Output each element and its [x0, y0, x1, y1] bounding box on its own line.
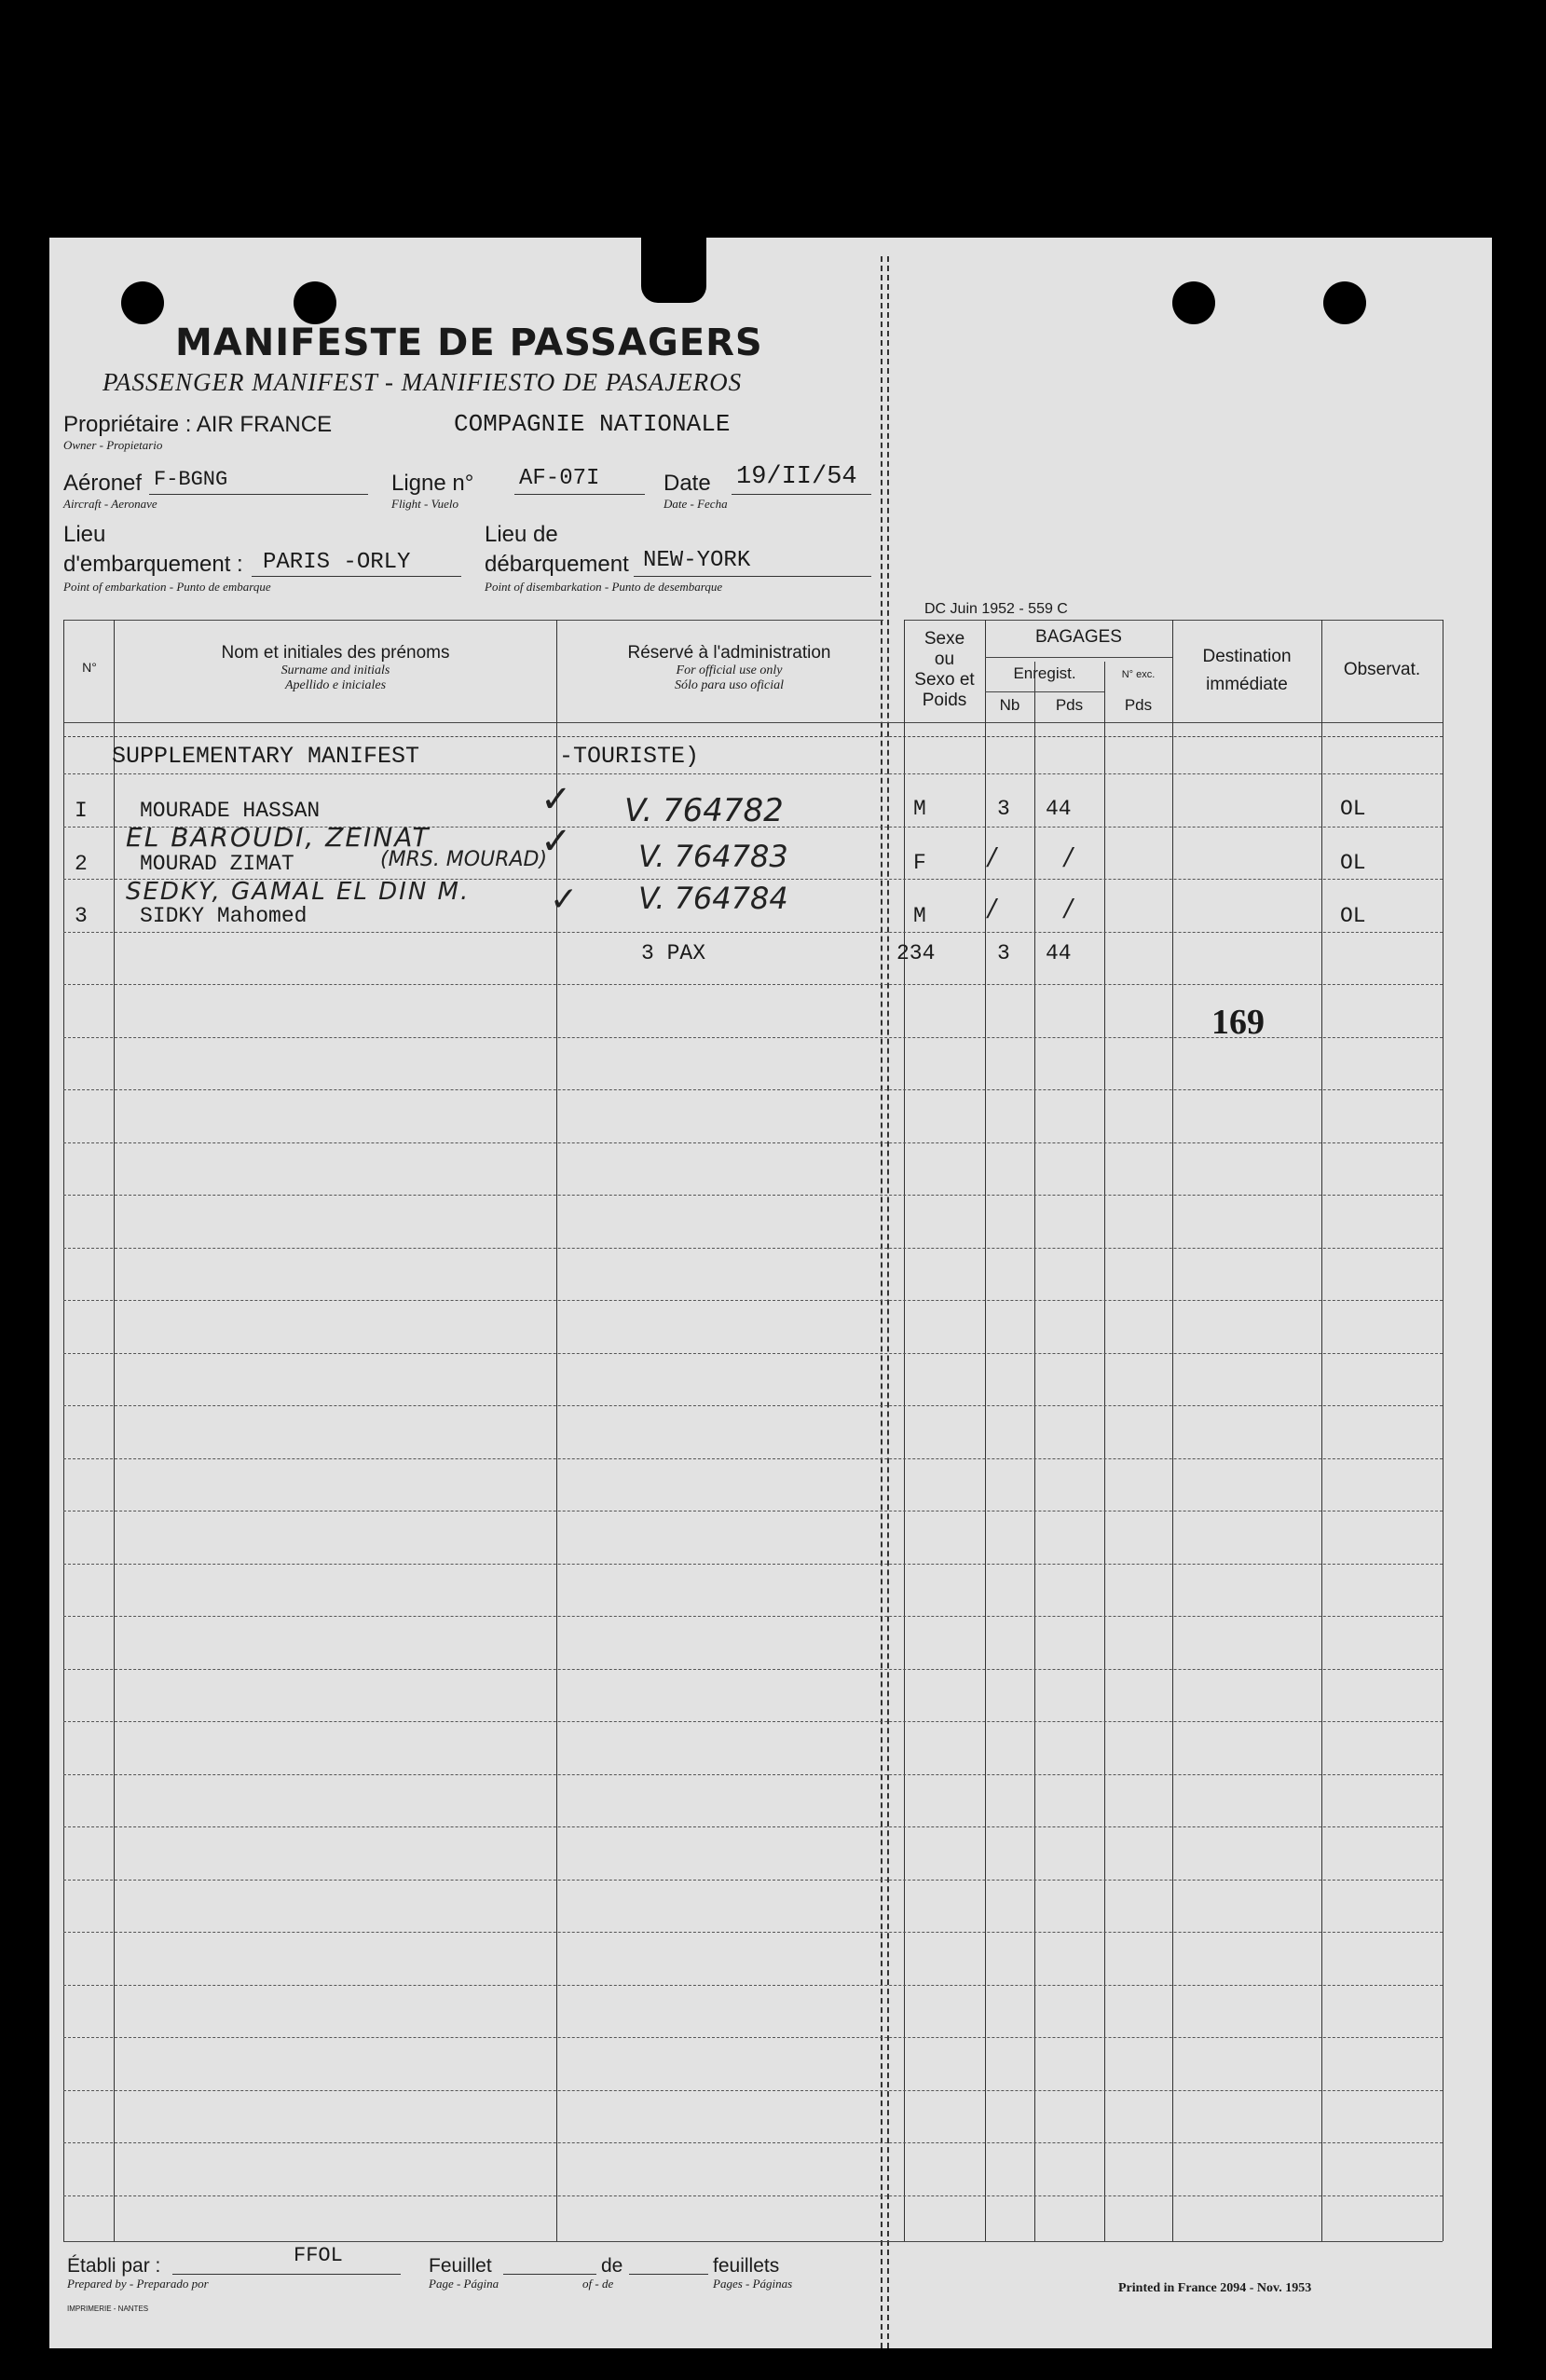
handwritten-name: EL BAROUDI, ZEINAT — [126, 822, 431, 853]
punch-hole — [1172, 281, 1215, 324]
disembarkation-value: NEW-YORK — [643, 548, 751, 573]
table-row-line — [63, 1880, 1443, 1881]
bag-weight: / — [1064, 895, 1073, 923]
flight-label: Ligne n° — [391, 471, 474, 496]
observation: OL — [1340, 851, 1366, 875]
check-mark: ✓ — [540, 820, 572, 863]
admin-ticket-number: V. 764783 — [638, 839, 788, 874]
stamp-number: 169 — [1211, 1003, 1265, 1042]
bag-count: / — [988, 895, 996, 923]
sheet-sublabel: Page - Página — [429, 2277, 499, 2291]
col-admin-header — [559, 643, 899, 693]
passenger-name: MOURAD ZIMAT — [140, 852, 294, 876]
bag-count: / — [988, 843, 996, 871]
punch-hole — [121, 281, 164, 324]
sheet-label: Feuillet — [429, 2255, 492, 2277]
prepared-by-label: Établi par : — [67, 2255, 161, 2277]
embarkation-label: Lieu — [63, 522, 106, 547]
table-row-line — [63, 1195, 1443, 1196]
bag-count: 3 — [997, 797, 1010, 821]
disembarkation-sublabel: Point of disembarkation - Punto de desembarque — [485, 580, 723, 594]
table-row-line — [63, 1932, 1443, 1933]
check-mark: ✓ — [550, 881, 579, 919]
passenger-sex: F — [913, 851, 926, 875]
col-admin-sub: Sólo para uso oficial — [674, 678, 785, 692]
table-row-line — [63, 2195, 1443, 2196]
col-registered-header: Enregist. — [1013, 664, 1076, 682]
total-bag-count: 3 — [997, 941, 1010, 965]
col-destination-header: Destination immédiate — [1202, 647, 1292, 694]
owner-label: Propriétaire : AIR FRANCE — [63, 412, 333, 437]
admin-ticket-number: V. 764784 — [638, 881, 788, 916]
date-label: Date — [664, 471, 711, 496]
table-row-line — [63, 1774, 1443, 1775]
table-row-line — [63, 1142, 1443, 1143]
col-name-header — [121, 643, 550, 693]
owner-sublabel: Owner - Propietario — [63, 438, 163, 452]
embarkation-value: PARIS -ORLY — [263, 550, 411, 575]
bag-weight: / — [1064, 843, 1073, 871]
total-bag-weight: 44 — [1046, 941, 1072, 965]
printer-note: IMPRIMERIE - NANTES — [67, 2305, 149, 2313]
table-row-line — [63, 1616, 1443, 1617]
col-name-sub: Apellido e iniciales — [284, 678, 387, 692]
row-number: 3 — [75, 904, 88, 928]
col-number-header: N° — [82, 660, 97, 675]
table-row-line — [63, 1721, 1443, 1722]
col-baggage-header: BAGAGES — [1035, 627, 1122, 647]
row-number: I — [75, 799, 88, 823]
disembarkation-label: Lieu de — [485, 522, 558, 547]
table-row-line — [63, 1985, 1443, 1986]
owner-value: COMPAGNIE NATIONALE — [454, 410, 731, 438]
col-admin-sub: For official use only — [676, 663, 783, 677]
table-row-line — [63, 1300, 1443, 1301]
table-row-line — [63, 773, 1443, 774]
passenger-sex: M — [913, 797, 926, 821]
punch-hole — [294, 281, 336, 324]
table-row-line — [63, 1564, 1443, 1565]
check-mark: ✓ — [540, 778, 572, 821]
passenger-note: (MRS. MOURAD) — [380, 848, 548, 871]
col-sex-header: Sexe ou Sexo et Poids — [914, 629, 975, 710]
table-row-line — [63, 984, 1443, 985]
flight-value: AF-07I — [519, 466, 600, 491]
table-row-line — [63, 1405, 1443, 1406]
table-row-line — [63, 1089, 1443, 1090]
class-label: -TOURISTE) — [559, 743, 700, 770]
embarkation-label: d'embarquement : — [63, 552, 243, 577]
prepared-by-sublabel: Prepared by - Preparado por — [67, 2277, 209, 2291]
passenger-name: MOURADE HASSAN — [140, 799, 321, 823]
table-row-line — [63, 2090, 1443, 2091]
supplementary-manifest: SUPPLEMENTARY MANIFEST — [112, 743, 420, 770]
document-title: MANIFESTE DE PASSAGERS — [175, 321, 763, 364]
observation: OL — [1340, 904, 1366, 928]
perforation-line — [887, 256, 889, 2348]
col-admin-title: Réservé à l'administration — [627, 643, 831, 663]
perforation-line — [881, 256, 882, 2348]
binder-clip — [641, 228, 706, 303]
disembarkation-label: débarquement — [485, 552, 629, 577]
observation: OL — [1340, 797, 1366, 821]
date-value: 19/II/54 — [736, 463, 857, 491]
table-row-line — [63, 2037, 1443, 2038]
passenger-sex: M — [913, 904, 926, 928]
table-row-line — [63, 2142, 1443, 2143]
table-row-line — [63, 1458, 1443, 1459]
table-row-line — [63, 932, 1443, 933]
col-name-sub: Surname and initials — [280, 663, 390, 677]
aircraft-sublabel: Aircraft - Aeronave — [63, 497, 157, 511]
col-name-title: Nom et initiales des prénoms — [221, 643, 450, 663]
bag-weight: 44 — [1046, 797, 1072, 821]
handwritten-name: SEDKY, GAMAL EL DIN M. — [126, 878, 471, 906]
aircraft-value: F-BGNG — [154, 468, 228, 491]
of-sublabel: of - de — [582, 2277, 614, 2291]
of-label: de — [601, 2255, 623, 2277]
date-sublabel: Date - Fecha — [664, 497, 728, 511]
aircraft-label: Aéronef — [63, 471, 143, 496]
sheets-label: feuillets — [713, 2255, 780, 2277]
table-row-line — [63, 1826, 1443, 1827]
sheets-sublabel: Pages - Páginas — [713, 2277, 793, 2291]
admin-ticket-number: V. 764782 — [624, 792, 784, 829]
document-subtitle: PASSENGER MANIFEST - MANIFIESTO DE PASAJEROS — [103, 368, 743, 396]
table-row-line — [63, 1669, 1443, 1670]
table-row-line — [63, 1353, 1443, 1354]
form-code: DC Juin 1952 - 559 C — [924, 601, 1068, 617]
col-nb-header: Nb — [999, 696, 1020, 714]
total-passengers: 3 PAX — [641, 941, 706, 965]
row-number: 2 — [75, 852, 88, 876]
total-weight: 234 — [896, 941, 936, 965]
passenger-name: SIDKY Mahomed — [140, 904, 308, 928]
col-excess-header: N° exc. — [1121, 669, 1156, 680]
punch-hole — [1323, 281, 1366, 324]
printed-note: Printed in France 2094 - Nov. 1953 — [1118, 2281, 1312, 2295]
prepared-by-value: FFOL — [294, 2244, 343, 2267]
col-observations-header: Observat. — [1343, 660, 1421, 679]
col-weight-header: Pds — [1055, 696, 1084, 714]
col-excess-weight-header: Pds — [1124, 696, 1153, 714]
flight-sublabel: Flight - Vuelo — [391, 497, 458, 511]
embarkation-sublabel: Point of embarkation - Punto de embarque — [63, 580, 271, 594]
table-row-line — [63, 1248, 1443, 1249]
